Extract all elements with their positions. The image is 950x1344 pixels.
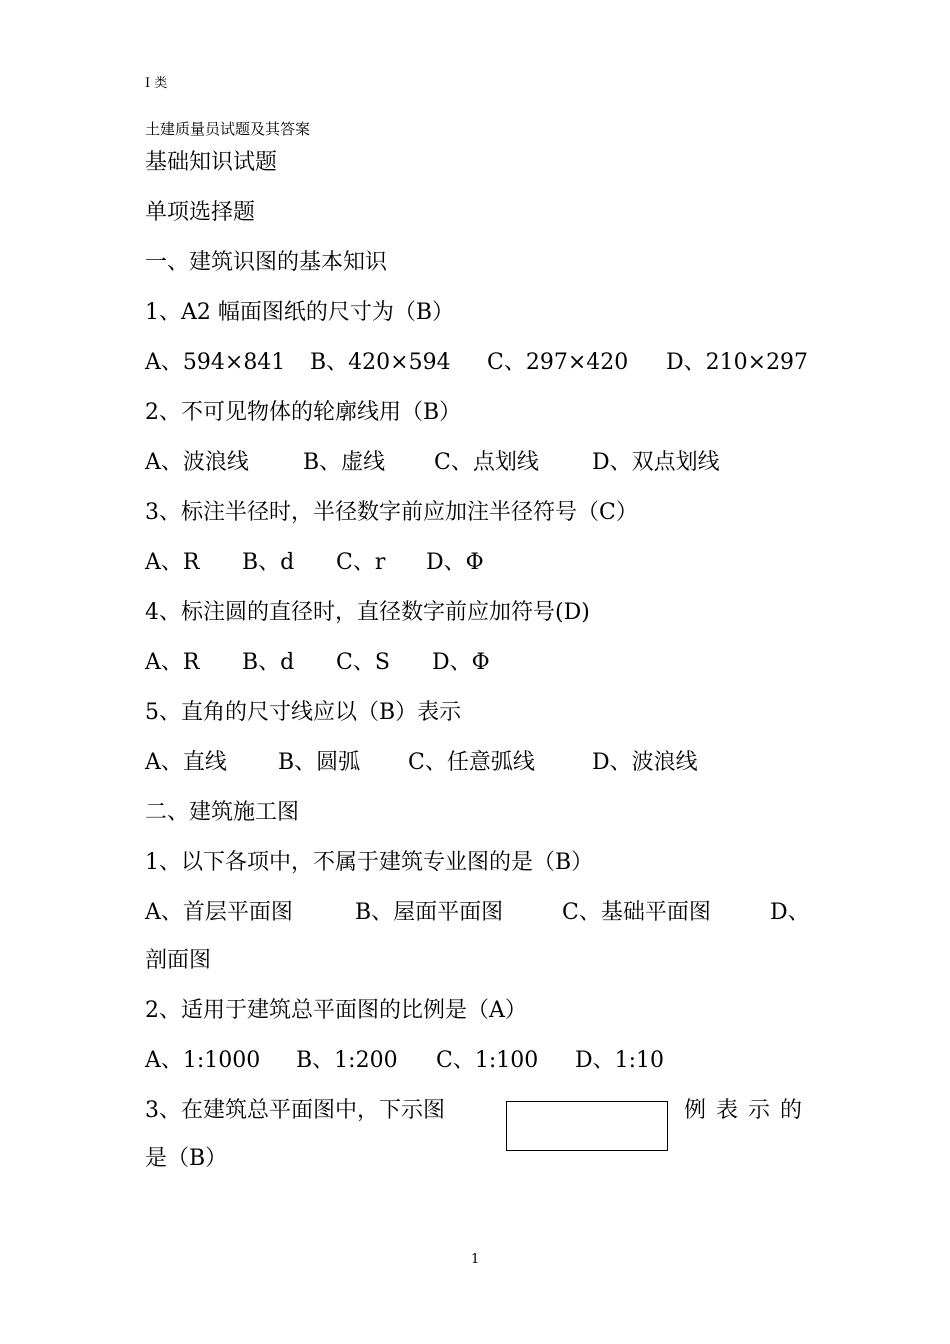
option-d: D、波浪线 bbox=[592, 750, 698, 775]
option-d: D、210×297 bbox=[666, 350, 809, 375]
part2-heading: 二、建筑施工图 bbox=[145, 800, 300, 825]
option-b: B、420×594 bbox=[310, 350, 451, 375]
legend-figure-box bbox=[506, 1101, 668, 1151]
option-a: A、R bbox=[145, 650, 200, 675]
option-c: C、点划线 bbox=[434, 450, 539, 475]
option-b: B、圆弧 bbox=[278, 750, 361, 775]
question-text: 1、以下各项中，不属于建筑专业图的是（B） bbox=[145, 850, 594, 875]
category-label: I 类 bbox=[145, 76, 168, 91]
question-text: 1、A2 幅面图纸的尺寸为（B） bbox=[145, 300, 455, 325]
option-a: A、波浪线 bbox=[145, 450, 249, 475]
question-text-continued: 是（B） bbox=[145, 1146, 228, 1171]
option-b: B、d bbox=[242, 550, 295, 575]
option-d-continued: 剖面图 bbox=[145, 948, 212, 973]
option-a: A、直线 bbox=[145, 750, 227, 775]
question-text: 3、在建筑总平面图中，下示图 bbox=[145, 1098, 445, 1123]
option-d: D、Φ bbox=[426, 550, 484, 575]
option-a: A、594×841 bbox=[145, 350, 286, 375]
question-text: 4、标注圆的直径时，直径数字前应加符号(D) bbox=[145, 600, 590, 625]
option-c: C、r bbox=[336, 550, 386, 575]
option-c: C、1:100 bbox=[436, 1048, 539, 1073]
option-c: C、297×420 bbox=[487, 350, 629, 375]
question-text: 5、直角的尺寸线应以（B）表示 bbox=[145, 700, 462, 725]
option-d: D、1:10 bbox=[575, 1048, 665, 1073]
part1-heading: 一、建筑识图的基本知识 bbox=[145, 250, 388, 275]
option-b: B、1:200 bbox=[296, 1048, 398, 1073]
option-c: C、基础平面图 bbox=[562, 900, 711, 925]
question-text: 3、标注半径时，半径数字前应加注半径符号（C） bbox=[145, 500, 638, 525]
option-b: B、虚线 bbox=[303, 450, 386, 475]
section-type: 单项选择题 bbox=[145, 200, 256, 225]
option-d: D、 bbox=[770, 900, 810, 925]
question-text-after-figure: 例表示的 bbox=[684, 1098, 813, 1123]
question-text: 2、适用于建筑总平面图的比例是（A） bbox=[145, 998, 527, 1023]
option-a: A、1:1000 bbox=[145, 1048, 261, 1073]
option-a: A、首层平面图 bbox=[145, 900, 293, 925]
option-c: C、任意弧线 bbox=[408, 750, 535, 775]
option-b: B、屋面平面图 bbox=[355, 900, 504, 925]
option-d: D、双点划线 bbox=[592, 450, 720, 475]
document-subtitle: 土建质量员试题及其答案 bbox=[145, 120, 311, 138]
option-b: B、d bbox=[242, 650, 295, 675]
page-number: 1 bbox=[471, 1252, 480, 1267]
option-c: C、S bbox=[336, 650, 390, 675]
question-text: 2、不可见物体的轮廓线用（B） bbox=[145, 400, 462, 425]
option-a: A、R bbox=[145, 550, 200, 575]
option-d: D、Φ bbox=[432, 650, 490, 675]
document-title: 基础知识试题 bbox=[145, 150, 278, 175]
